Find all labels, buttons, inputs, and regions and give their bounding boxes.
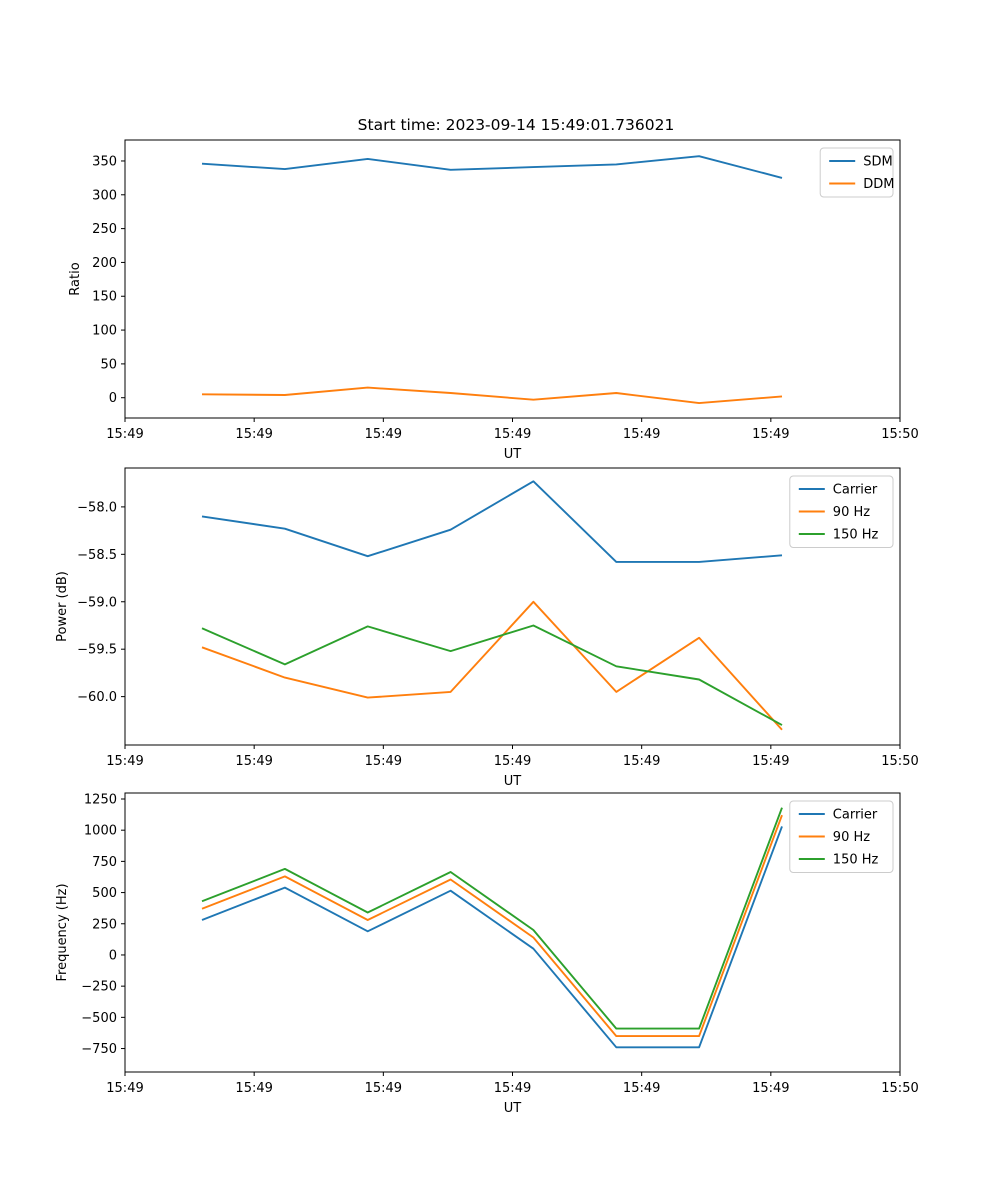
y-tick-label: 750 <box>92 854 117 870</box>
x-tick-label: 15:49 <box>106 754 144 769</box>
y-tick-label: 250 <box>92 917 117 933</box>
x-tick-label: 15:49 <box>752 427 790 442</box>
legend-label-sdm: SDM <box>863 154 893 170</box>
x-tick-label: 15:49 <box>235 427 273 442</box>
x-tick-label: 15:49 <box>752 754 790 769</box>
legend-label-150-hz: 150 Hz <box>832 527 879 543</box>
ratio-chart <box>68 140 919 462</box>
x-tick-label: 15:49 <box>106 1081 144 1096</box>
x-tick-label: 15:49 <box>364 427 403 442</box>
y-tick-label: 0 <box>108 948 117 964</box>
x-tick-label: 15:49 <box>364 754 403 769</box>
y-tick-label: 1000 <box>83 823 117 839</box>
legend-label-90-hz: 90 Hz <box>832 830 871 845</box>
y-tick-label: 1250 <box>83 792 117 808</box>
ratio-plot-area <box>92 140 919 442</box>
power-x-axis-label: UT <box>503 774 522 789</box>
legend-label-carrier: Carrier <box>832 807 878 823</box>
series-line-carrier <box>202 826 782 1047</box>
frequency-chart <box>55 792 919 1116</box>
y-tick-label: 200 <box>92 255 117 271</box>
ratio-y-axis-label: Ratio <box>68 262 83 296</box>
power-chart <box>55 468 919 789</box>
x-tick-label: 15:50 <box>881 427 919 442</box>
y-tick-label: −59.5 <box>77 642 117 658</box>
figure-title: Start time: 2023-09-14 15:49:01.736021 <box>357 116 675 134</box>
legend-label-carrier: Carrier <box>832 482 878 498</box>
y-tick-label: −59.0 <box>77 595 117 611</box>
x-tick-label: 15:49 <box>622 427 661 442</box>
series-line-carrier <box>202 481 782 562</box>
y-tick-label: −60.0 <box>77 690 117 706</box>
y-tick-label: 50 <box>100 357 117 373</box>
x-tick-label: 15:49 <box>235 754 273 769</box>
y-tick-label: −250 <box>81 979 117 995</box>
frequency-y-axis-label: Frequency (Hz) <box>55 883 70 982</box>
legend-label-90-hz: 90 Hz <box>832 505 871 520</box>
x-tick-label: 15:49 <box>364 1081 403 1096</box>
frequency-axes-frame <box>125 793 900 1072</box>
power-plot-area <box>77 468 919 769</box>
y-tick-label: −750 <box>81 1042 117 1058</box>
y-tick-label: −58.0 <box>77 500 117 516</box>
x-tick-label: 15:49 <box>493 1081 532 1096</box>
power-axes-frame <box>125 468 900 745</box>
y-tick-label: 150 <box>92 289 117 305</box>
series-line-sdm <box>202 156 782 178</box>
y-tick-label: 250 <box>92 222 117 238</box>
power-y-axis-label: Power (dB) <box>55 571 70 642</box>
series-line-150-hz <box>202 808 782 1029</box>
y-tick-label: 0 <box>108 391 117 407</box>
x-tick-label: 15:49 <box>622 754 661 769</box>
y-tick-label: 100 <box>92 323 117 339</box>
ratio-axes-frame <box>125 140 900 418</box>
ratio-x-axis-label: UT <box>503 447 522 462</box>
y-tick-label: 300 <box>92 188 117 204</box>
x-tick-label: 15:49 <box>235 1081 273 1096</box>
series-line-90-hz <box>202 602 782 730</box>
x-tick-label: 15:49 <box>752 1081 790 1096</box>
legend-label-150-hz: 150 Hz <box>832 852 879 868</box>
x-tick-label: 15:50 <box>881 1081 919 1096</box>
legend-label-ddm: DDM <box>863 177 895 192</box>
frequency-x-axis-label: UT <box>503 1101 522 1116</box>
x-tick-label: 15:49 <box>622 1081 661 1096</box>
x-tick-label: 15:49 <box>493 427 532 442</box>
y-tick-label: −58.5 <box>77 547 117 563</box>
series-line-ddm <box>202 388 782 404</box>
x-tick-label: 15:49 <box>493 754 532 769</box>
y-tick-label: 500 <box>92 886 117 902</box>
x-tick-label: 15:49 <box>106 427 144 442</box>
series-line-90-hz <box>202 815 782 1036</box>
y-tick-label: 350 <box>92 154 117 170</box>
y-tick-label: −500 <box>81 1010 117 1026</box>
x-tick-label: 15:50 <box>881 754 919 769</box>
frequency-plot-area <box>81 792 918 1096</box>
